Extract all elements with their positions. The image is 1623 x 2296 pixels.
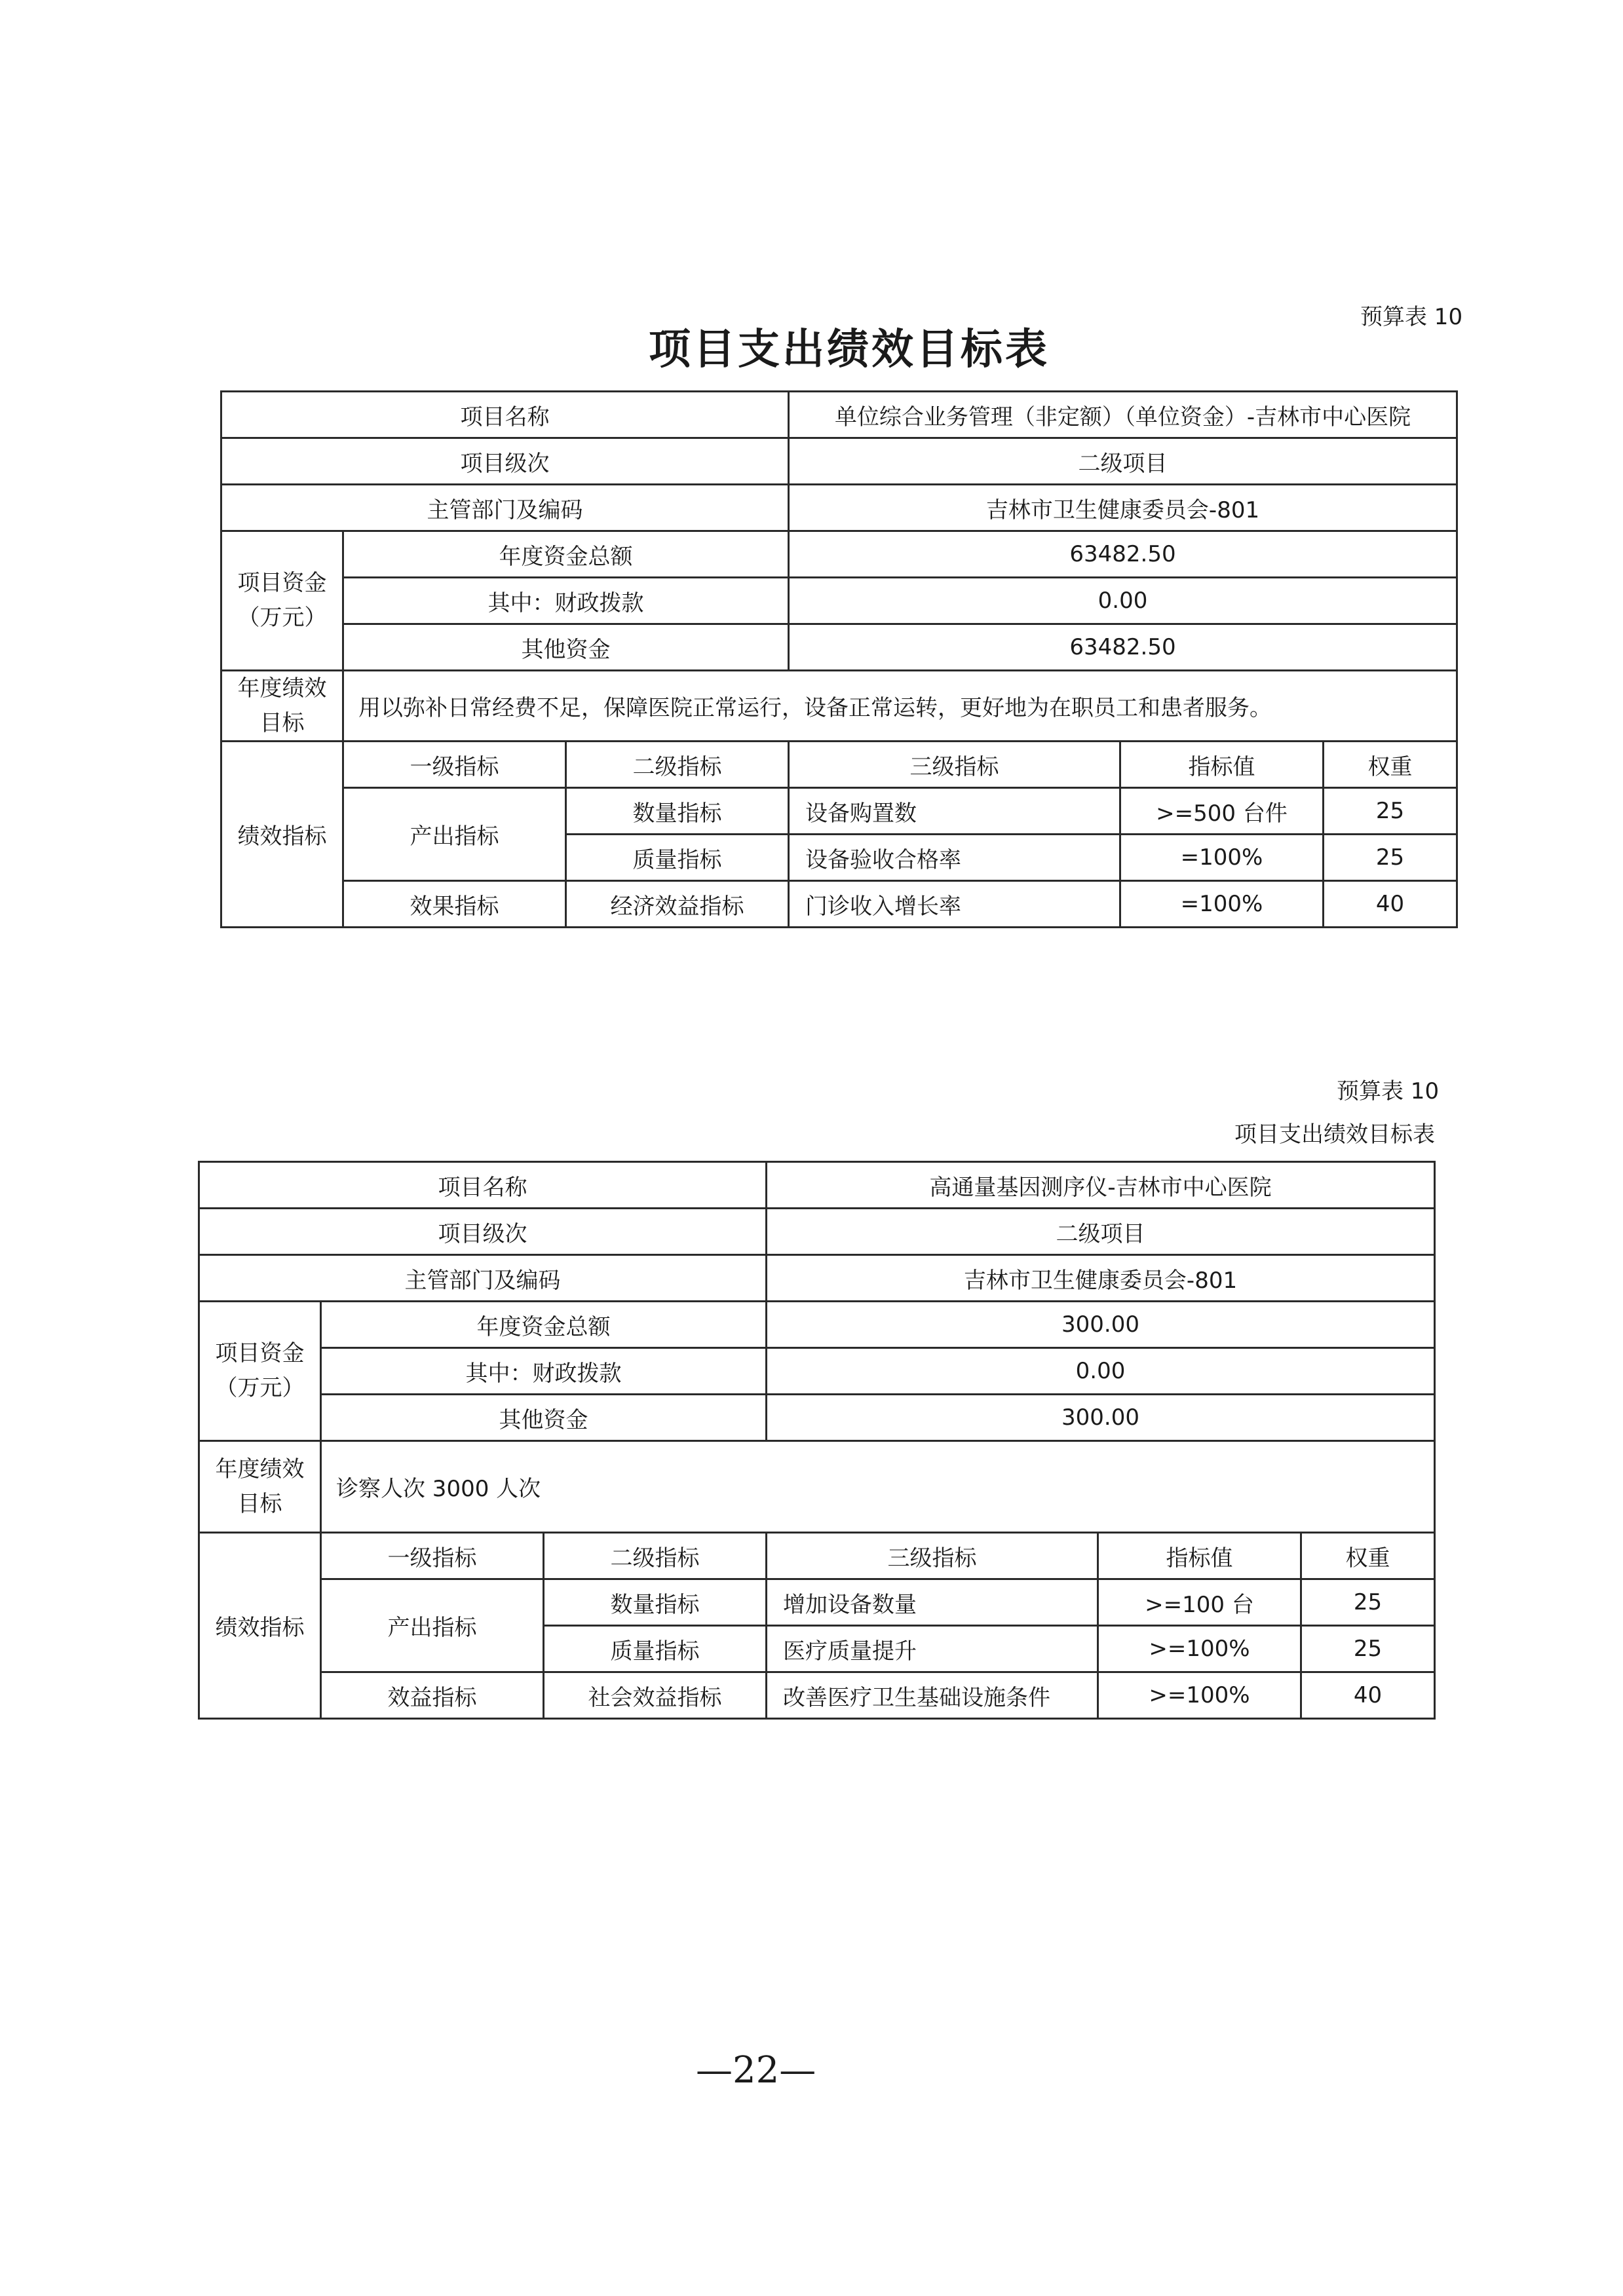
weight-cell: 25 bbox=[1301, 1626, 1435, 1672]
value-header: 指标值 bbox=[1120, 742, 1324, 788]
level3-header: 三级指标 bbox=[789, 742, 1120, 788]
level1-effect: 效果指标 bbox=[343, 881, 566, 928]
value-cell: =100% bbox=[1120, 835, 1324, 881]
level2-cell: 质量指标 bbox=[544, 1626, 767, 1672]
weight-cell: 25 bbox=[1324, 835, 1457, 881]
annual-total-value: 63482.50 bbox=[789, 531, 1457, 578]
level3-cell: 门诊收入增长率 bbox=[789, 881, 1120, 928]
table-title: 项目支出绩效目标表 bbox=[1234, 1121, 1435, 1148]
other-funds-value: 63482.50 bbox=[789, 624, 1457, 671]
value-cell: >=100% bbox=[1098, 1672, 1301, 1719]
performance-table-1 bbox=[220, 390, 1458, 928]
other-funds-label: 其他资金 bbox=[343, 624, 789, 671]
level3-cell: 设备购置数 bbox=[789, 788, 1120, 835]
level2-cell: 社会效益指标 bbox=[544, 1672, 767, 1719]
level1-header: 一级指标 bbox=[343, 742, 566, 788]
level1-output: 产出指标 bbox=[343, 788, 566, 881]
project-name-value: 单位综合业务管理（非定额）（单位资金）-吉林市中心医院 bbox=[789, 392, 1457, 438]
level1-benefit: 效益指标 bbox=[321, 1672, 544, 1719]
annual-goal-value: 诊察人次 3000 人次 bbox=[321, 1441, 1435, 1533]
performance-table-2 bbox=[198, 1161, 1436, 1720]
annual-goal-label: 年度绩效目标 bbox=[199, 1441, 321, 1533]
weight-cell: 25 bbox=[1301, 1579, 1435, 1626]
value-cell: >=500 台件 bbox=[1120, 788, 1324, 835]
level3-header: 三级指标 bbox=[767, 1533, 1098, 1579]
annual-total-label: 年度资金总额 bbox=[321, 1302, 767, 1348]
level2-cell: 数量指标 bbox=[544, 1579, 767, 1626]
level3-cell: 医疗质量提升 bbox=[767, 1626, 1098, 1672]
value-header: 指标值 bbox=[1098, 1533, 1301, 1579]
level2-cell: 数量指标 bbox=[566, 788, 789, 835]
annual-total-value: 300.00 bbox=[767, 1302, 1435, 1348]
project-level-value: 二级项目 bbox=[767, 1209, 1435, 1255]
table-title: 项目支出绩效目标表 bbox=[649, 326, 1050, 374]
value-cell: =100% bbox=[1120, 881, 1324, 928]
level2-header: 二级指标 bbox=[544, 1533, 767, 1579]
project-level-label: 项目级次 bbox=[199, 1209, 767, 1255]
department-label: 主管部门及编码 bbox=[199, 1255, 767, 1302]
page-number: —22— bbox=[696, 2049, 816, 2092]
fiscal-value: 0.00 bbox=[767, 1348, 1435, 1395]
annual-goal-value: 用以弥补日常经费不足，保障医院正常运行，设备正常运转，更好地为在职员工和患者服务。 bbox=[343, 671, 1457, 742]
project-name-value: 高通量基因测序仪-吉林市中心医院 bbox=[767, 1162, 1435, 1209]
level3-cell: 设备验收合格率 bbox=[789, 835, 1120, 881]
fiscal-value: 0.00 bbox=[789, 578, 1457, 624]
funding-label: 项目资金（万元） bbox=[221, 531, 343, 671]
other-funds-label: 其他资金 bbox=[321, 1395, 767, 1441]
fiscal-label: 其中：财政拨款 bbox=[321, 1348, 767, 1395]
weight-cell: 25 bbox=[1324, 788, 1457, 835]
project-level-label: 项目级次 bbox=[221, 438, 789, 485]
budget-table-label: 预算表 10 bbox=[1337, 1078, 1440, 1104]
value-cell: >=100% bbox=[1098, 1626, 1301, 1672]
indicators-label: 绩效指标 bbox=[199, 1533, 321, 1719]
weight-header: 权重 bbox=[1324, 742, 1457, 788]
fiscal-label: 其中：财政拨款 bbox=[343, 578, 789, 624]
weight-header: 权重 bbox=[1301, 1533, 1435, 1579]
department-value: 吉林市卫生健康委员会-801 bbox=[789, 485, 1457, 531]
department-label: 主管部门及编码 bbox=[221, 485, 789, 531]
level2-cell: 经济效益指标 bbox=[566, 881, 789, 928]
level2-header: 二级指标 bbox=[566, 742, 789, 788]
funding-label: 项目资金（万元） bbox=[199, 1302, 321, 1441]
weight-cell: 40 bbox=[1324, 881, 1457, 928]
department-value: 吉林市卫生健康委员会-801 bbox=[767, 1255, 1435, 1302]
project-name-label: 项目名称 bbox=[221, 392, 789, 438]
budget-table-label: 预算表 10 bbox=[1360, 304, 1463, 330]
other-funds-value: 300.00 bbox=[767, 1395, 1435, 1441]
annual-total-label: 年度资金总额 bbox=[343, 531, 789, 578]
weight-cell: 40 bbox=[1301, 1672, 1435, 1719]
level3-cell: 增加设备数量 bbox=[767, 1579, 1098, 1626]
project-name-label: 项目名称 bbox=[199, 1162, 767, 1209]
level1-output: 产出指标 bbox=[321, 1579, 544, 1672]
value-cell: >=100 台 bbox=[1098, 1579, 1301, 1626]
level2-cell: 质量指标 bbox=[566, 835, 789, 881]
annual-goal-label: 年度绩效目标 bbox=[221, 671, 343, 742]
project-level-value: 二级项目 bbox=[789, 438, 1457, 485]
indicators-label: 绩效指标 bbox=[221, 742, 343, 928]
level3-cell: 改善医疗卫生基础设施条件 bbox=[767, 1672, 1098, 1719]
level1-header: 一级指标 bbox=[321, 1533, 544, 1579]
